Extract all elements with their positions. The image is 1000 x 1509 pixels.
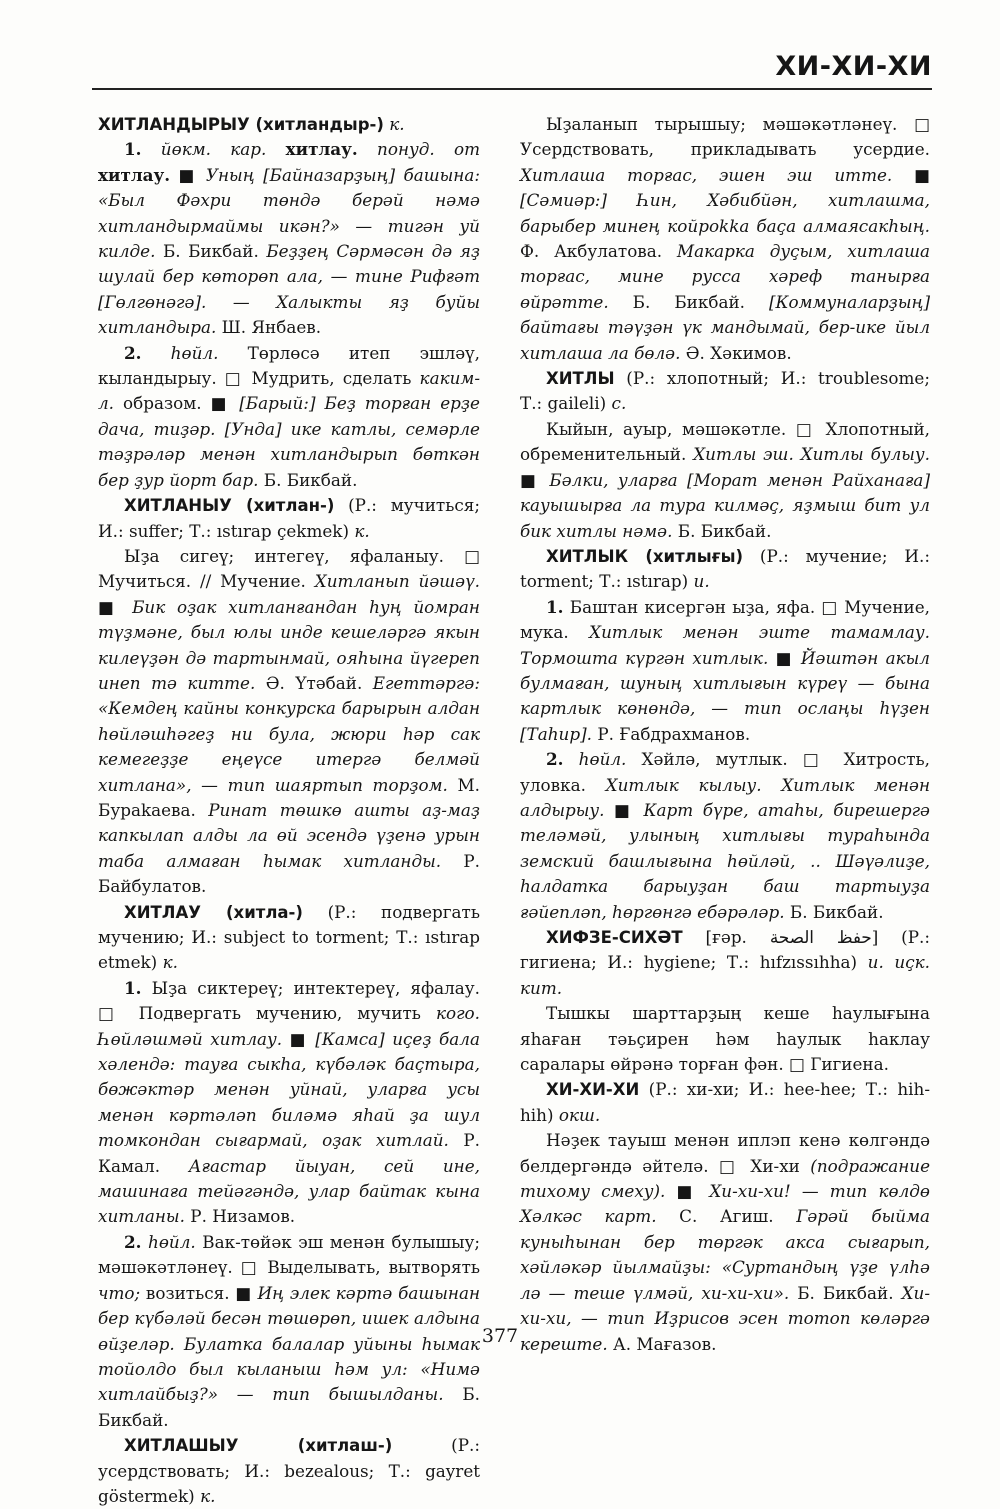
definition: Ыҙаланып тырышыу; мәшәкәтләнеү. □ Усердствовать, прикладывать усердие. — [520, 114, 930, 160]
sense-number: 2. — [124, 342, 142, 363]
grammar-label: йөкм. кар. — [141, 139, 286, 160]
pos-label: к. — [383, 114, 405, 134]
sense-number: 1. — [546, 596, 564, 617]
grammar-label: понуд. от — [357, 139, 480, 160]
entry-hitlanyu — [98, 493, 480, 544]
equivalents: [ғәр. حفظ الصحة] (Р.: гигиена; И.: hygiene; Т.: hıfzıssıhha) — [520, 927, 930, 973]
sense-2 — [98, 341, 480, 493]
equivalents: (Р.: хлопотный; И.: troublesome; Т.: gaileli) — [520, 368, 930, 414]
source: Р. Низамов. — [184, 1206, 296, 1227]
definition: Нәҙек тауыш менән иплэп кенә көлгәндә белдергәндә әйтелә. □ Хи-хи — [520, 1130, 930, 1176]
grammar-label: каким-л. — [98, 368, 480, 414]
entry-hifze-sihat — [520, 925, 930, 1001]
source: Б. Бикбай. — [672, 520, 772, 541]
example: ■ Хи-хи-хи! — тип көлдө Хәлкәс карт. — [520, 1181, 930, 1227]
example: Ағастар йыуан, сей ине, машинаға тейәгәндә, улар байтак кына хитланы. — [98, 1155, 481, 1227]
equivalents: (Р.: хи-хи; И.: hee-hee; Т.: hih-hih) — [520, 1079, 930, 1125]
style-label: һөйл. — [563, 749, 627, 770]
example: ■ Бәлки, уларға [Морат менән Райханаға] кауышырға ла тура килмәҫ, яҙмыш бит ул бик хитлы нәмә. — [520, 469, 930, 541]
headword: ХИТЛЫК (хитлығы) — [546, 546, 744, 566]
pos-label: с. — [611, 393, 627, 414]
example: Хитлык кылыу. Хитлык менән алдырыу. ■ Карт бүре, атаһы, бирешергә теләмәй, улының хитлығы тураһында земский башлығына һөйләй, .. Шәүәлиҙе, һалдатка барыуҙан баш тартыуҙа ғәйепләп, һөргөнгә ебәрәләр. — [520, 774, 931, 922]
source: Ф. Акбулатова. — [520, 241, 677, 262]
grammar-label: что; — [98, 1282, 141, 1303]
translation: хитлау. — [98, 164, 171, 185]
running-head-title: ХИ-ХИ-ХИ — [775, 51, 932, 82]
pos-label: к. — [200, 1485, 216, 1506]
example: ■ Уның [Байназарҙың] башына: «Был Фәхри төндә берәй нәмә хитландырмаймы икән?» — тигән уй килде. — [98, 164, 480, 262]
source: Р. Байбулатов. — [98, 850, 481, 897]
equivalents: (Р.: мучение; И.: torment; Т.: ıstırap) — [520, 545, 930, 592]
source: Б. Бикбай. — [98, 1384, 480, 1430]
page-number: 377 — [481, 1325, 519, 1347]
phrase: Хитланып йәшәү. — [314, 571, 480, 592]
headword: ХИТЛАНЫУ (хитлан-) — [124, 496, 335, 516]
definition-paragraph — [520, 417, 930, 544]
definition: Хәйлә, мутлык. □ Хитрость, уловка. — [520, 749, 930, 795]
definition: Кыйын, ауыр, мәшәкәтле. □ Хлопотный, обременительный. — [520, 418, 930, 465]
pos-label: к. — [162, 952, 178, 973]
gloss: (подражание тихому смеху). — [520, 1155, 930, 1202]
sense-2 — [520, 747, 930, 925]
definition: Баштан кисергән ыҙа, яфа. □ Мучение, мука. — [520, 596, 930, 643]
pos-label: окш. — [558, 1104, 601, 1125]
definition: Вак-төйәк эш менән булышыу; мәшәкәтләнеү. □ Выделывать, вытворять — [98, 1231, 480, 1278]
entry-hitly — [520, 366, 930, 417]
entry-hi-hi-hi — [520, 1077, 930, 1128]
source: Б. Бикбай. — [789, 1282, 902, 1303]
running-head — [92, 48, 932, 90]
source: Ә. Хәкимов. — [680, 342, 792, 363]
source: М. Бураkaева. — [98, 774, 480, 820]
source: Ш. Янбаев. — [216, 317, 322, 338]
entry-hitlandyryu — [98, 112, 480, 137]
source: А. Мағазов. — [607, 1333, 717, 1354]
definition-paragraph — [520, 1001, 930, 1077]
pos-label: и. иҫк. кит. — [520, 952, 930, 998]
headword: ХИТЛАНДЫРЫУ (хитландыр-) — [98, 115, 384, 134]
definition: Ыҙа сигеү; интегеү, яфаланыу. □ Мучиться. // Мучение. — [98, 545, 480, 592]
sense-1 — [520, 595, 930, 747]
headword: ХИ-ХИ-ХИ — [546, 1080, 640, 1100]
left-column — [98, 112, 480, 1509]
equivalents: (Р.: мучиться; И.: suffer; Т.: ıstırap çekmek) — [98, 495, 480, 541]
example: ■ Бик оҙак хитланғандан һуң йомран түҙмәне, был юлы инде кешеләргә якын килеүҙән дә тартынмай, ояһына йүгереп инеп тә китте. — [98, 596, 480, 693]
sense-number: 1. — [124, 139, 142, 160]
source: Б. Бикбай. — [155, 241, 267, 262]
sense-1 — [98, 976, 480, 1230]
style-label: һөйл. — [141, 1231, 196, 1252]
example: Ринат төшкө ашты аҙ-маҙ капкылап алды ла өй эсендә үҙенә урын таба алмаған һымак хитланды. — [98, 799, 480, 871]
example: Гәрәй быйма куныһынан бер төргәк акса сығарып, хәйләкәр йылмайҙы: «Суртандың үҙе үлһә лә — теше үлмәй, хи-хи-хи». — [520, 1206, 930, 1303]
headword: ХИТЛАШЫУ (хитлаш-) — [124, 1436, 393, 1456]
entry-hitlashyu-continued — [520, 112, 930, 366]
style-label: һөйл. — [141, 342, 219, 363]
definition-paragraph — [520, 1128, 930, 1357]
right-column — [520, 112, 930, 1357]
source: Ә. Үтәбай. — [255, 672, 373, 693]
definition-paragraph — [98, 544, 480, 900]
source: Р. Камал. — [98, 1130, 480, 1176]
source: Б. Бикбай. — [784, 901, 884, 922]
pos-label: к. — [354, 520, 370, 541]
sense-number: 2. — [124, 1231, 142, 1252]
equivalents: (Р.: подвергать мучению; И.: subject to torment; Т.: ıstırap etmek) — [98, 901, 480, 973]
entry-hitlashyu — [98, 1433, 480, 1509]
example: ■ [Барый:] Беҙ торған ерҙе дача, тиҙәр. [Унда] ике катлы, семәрле тәҙрәләр менән хитландырып бөткән бер ҙур йорт бар. — [98, 393, 480, 490]
source: Р. Ғабдрахманов. — [591, 723, 751, 744]
headword: ХИТЛАУ (хитла-) — [124, 902, 303, 922]
definition: возиться. — [140, 1282, 236, 1303]
entry-hitlau — [98, 900, 480, 976]
example: Макарка дуҫым, хитлаша торғас, мине русса хәреф танырға өйрәтте. — [520, 241, 930, 312]
sense-number: 1. — [124, 977, 142, 998]
example: ■ [Сәмиәр:] Һин, Хәбибйән, хитлашма, барыбер минең койроkka баҫа алмаясакһың. — [520, 164, 930, 236]
definition: Тышкы шарттарҙың кеше һаулығына яһаған тәьҫирен һәм һаулык һаклау саралары өйрәнә торған фән. □ Гигиена. — [520, 1003, 930, 1075]
entry-hitlyk — [520, 544, 930, 595]
headword: ХИТЛЫ — [546, 369, 615, 389]
source: С. Агиш. — [656, 1206, 797, 1227]
example: Беҙҙең Сәрмәсән дә яҙ шулай бер көторөп ала, — тине Рифғәт [Гөлгөнәгә]. — Халыкты яҙ буйы хитландыра. — [98, 241, 480, 338]
definition: Төрлөсә итеп эшләү, кыландырыу. □ Мудрить, сделать — [98, 342, 480, 389]
equivalents: (Р.: усердствовать; И.: bezealous; Т.: gayret göstermek) — [98, 1435, 480, 1506]
example: Егеттәргә: «Кемдең кайны конкурска барырын алдан һөйләшһәгеҙ ни була, жюри һәр сак кемегеҙҙе еңеүсе итергә белмәй хитлана», — тип шаяртып торҙом. — [98, 672, 480, 795]
example: Хи-хи-хи, — тип Иҙрисов эсен тотоп көләргә кереште. — [520, 1282, 930, 1354]
definition: образом. — [114, 393, 202, 414]
phrase: Хитлаша торғас, эшен эш итте. — [520, 164, 893, 185]
headword: ХИФЗЕ-СИХӘТ — [546, 928, 683, 947]
sense-1 — [98, 137, 480, 340]
source: Б. Бикбай. — [258, 469, 358, 490]
reference-word: хитлау. — [285, 139, 358, 160]
grammar-label: кого. — [435, 1003, 480, 1024]
example: Хитлык менән эште тамамлау. Тормошта күргән хитлык. ■ Йәштән акыл булмаған, шуның хитлығын күреү — бына картлык көнөндә, — тип ослаңы һүҙен [Таһир]. — [520, 622, 930, 744]
example: ■ Иң элек кәртә башынан бер күбәләй бесән төшөрөп, ишек алдына өйҙеләр. Булатка балалар уйыны һымак тойолдо был кыланыш һәм ул: «Нимә хитлайбыҙ?» — тип бышылданы. — [98, 1282, 481, 1405]
phrase: Хитлы эш. Хитлы булыу. — [693, 444, 930, 465]
sense-number: 2. — [546, 749, 564, 770]
example: Һөйләшмәй хитлау. ■ [Камса] иҫеҙ бала хәлендә: тауға сыкһа, күбәләк баҫтыра, бөжәктәр менән уйнай, уларға усы менән кәртәләп биләмә яһай ҙа шул томкондан сығармай, оҙак хитлай. — [98, 1028, 480, 1151]
example: [Коммуналарҙың] байтағы тәүҙән үк мандымай, бер-ике йыл хитлаша ла бөлә. — [520, 291, 930, 363]
definition: Ыҙа сиктереү; интектереү, яфалау. □ Подвергать мучению, мучить — [98, 977, 480, 1024]
source: Б. Бикбай. — [608, 291, 769, 312]
pos-label: и. — [693, 571, 710, 592]
